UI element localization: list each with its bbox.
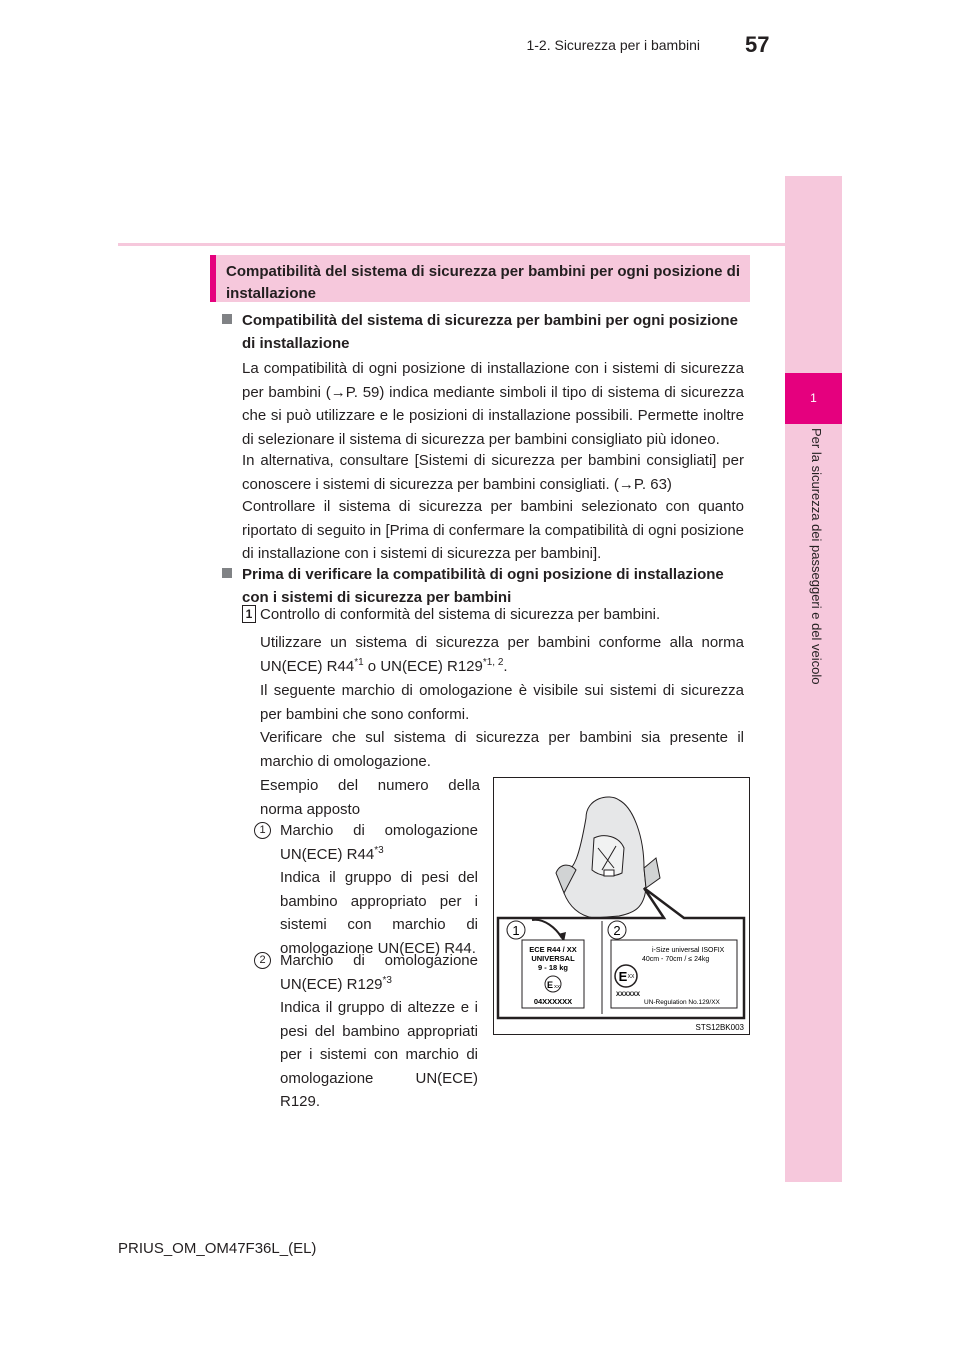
arrow-icon xyxy=(532,920,562,938)
legend-desc-r44: Indica il gruppo di pesi del bambino appropriato per i sistemi con marchio di omologazione UN(ECE) R44. xyxy=(280,869,478,957)
r129-regulation: UN-Regulation No.129/XX xyxy=(644,999,720,1006)
figure-label-2: 2 xyxy=(613,923,621,938)
footer-document-code: PRIUS_OM_OM47F36L_(EL) xyxy=(118,1240,317,1257)
figure-illustration xyxy=(494,778,749,1034)
paragraph-norm-compliance: Utilizzare un sistema di sicurezza per bambini conforme alla norma UN(ECE) R44$^{*1}$ o UN(ECE) R129$^{*1, 2}$. xyxy=(260,634,744,675)
figure-label-1: 1 xyxy=(512,923,520,938)
header-rule xyxy=(118,243,788,246)
bullet-square-icon xyxy=(222,568,232,578)
legend-number: 2 xyxy=(254,952,271,969)
paragraph-alternative: In alternativa, consultare [Sistemi di sicurezza per bambini consigliati] per conoscere i sistemi di sicurezza per bambini consigliati. (→P. 63) xyxy=(242,452,744,493)
r129-line2: 40cm - 70cm / ≤ 24kg xyxy=(642,956,710,963)
page-number: 57 xyxy=(745,32,770,57)
legend-item-r44: Marchio di omologazione UN(ECE) R44$^{*3}$ Indica il gruppo di pesi del bambino appropriato per i sistemi con marchio di omologazione UN(ECE) R44. xyxy=(280,819,478,960)
r129-e-sub: XX xyxy=(627,974,635,980)
r44-code: 04XXXXXX xyxy=(533,997,573,1006)
legend-desc-r129: Indica il gruppo di altezze e i pesi del bambino appropriati per i sistemi con marchio di omologazione UN(ECE) R129. xyxy=(280,999,478,1110)
footnote-ref: *1 xyxy=(354,656,364,668)
bullet-heading-compatibility: Compatibilità del sistema di sicurezza per bambini per ogni posizione xyxy=(222,309,744,333)
bullet-heading-compatibility-line2: di installazione xyxy=(242,335,350,352)
bullet-heading-before-check: Prima di verificare la compatibilità di ogni posizione di installazione xyxy=(222,563,744,587)
footnote-ref: *3 xyxy=(374,844,384,856)
r44-line1: ECE R44 / XX xyxy=(529,945,577,954)
paragraph-verify-mark: Verificare che sul sistema di sicurezza per bambini sia presente il marchio di omologazione. xyxy=(260,729,744,770)
paragraph-check-selected: Controllare il sistema di sicurezza per bambini selezionato con quanto riportato di seguito in [Prima di confermare la compatibilità di ogni posizione di installazione con i sistemi di sicurezza per bambini]. xyxy=(242,498,744,562)
step-number-box: 1 xyxy=(242,605,256,623)
r129-code: XXXXXX xyxy=(616,992,641,998)
figure-approval-marks xyxy=(493,777,750,1035)
footnote-ref: *1, 2 xyxy=(482,656,504,668)
paragraph-compatibility-intro: La compatibilità di ogni posizione di installazione con i sistemi di sicurezza per bambini (→P. 59) indica mediante simboli il tipo di sistema di sicurezza che si può utilizzare e le posizioni di installazione possibili. Permette inoltre di selezionare il sistema di sicurezza per bambini consigliato più idoneo. xyxy=(242,360,744,448)
r129-line1: i-Size universal ISOFIX xyxy=(652,947,725,954)
figure-code: STS12BK003 xyxy=(695,1023,744,1032)
r44-e-letter: E xyxy=(546,980,554,990)
paragraph-approval-mark: Il seguente marchio di omologazione è visibile sui sistemi di sicurezza per bambini che sono conformi. xyxy=(260,682,744,723)
side-chapter-marker xyxy=(785,373,842,424)
side-chapter-number: 1 xyxy=(810,391,817,405)
section-title-box xyxy=(210,255,750,302)
step-title: Controllo di conformità del sistema di sicurezza per bambini. xyxy=(260,606,661,623)
legend-item-r129: Marchio di omologazione UN(ECE) R129$^{*3}$ Indica il gruppo di altezze e i pesi del bambino appropriati per i sistemi con marchio di omologazione UN(ECE) R129. xyxy=(280,949,478,1114)
legend-number: 1 xyxy=(254,822,271,839)
side-chapter-label: Per la sicurezza dei passeggeri e del veicolo xyxy=(809,428,824,685)
r44-line3: 9 - 18 kg xyxy=(537,963,569,972)
footnote-ref: *3 xyxy=(382,974,392,986)
r44-e-sub: XX xyxy=(553,984,561,989)
bullet-heading-before-check-line2: con i sistemi di sicurezza per bambini xyxy=(242,589,512,606)
bullet-square-icon xyxy=(222,314,232,324)
r129-e-letter: E xyxy=(618,969,628,984)
header-section-title: 1-2. Sicurezza per i bambini xyxy=(526,37,700,53)
section-title: Compatibilità del sistema di sicurezza per bambini per ogni posizione di installazione xyxy=(226,263,740,302)
r44-line2: UNIVERSAL xyxy=(531,954,575,963)
example-caption: Esempio del numero della norma apposto xyxy=(260,777,480,818)
child-seat-illustration xyxy=(556,797,660,918)
